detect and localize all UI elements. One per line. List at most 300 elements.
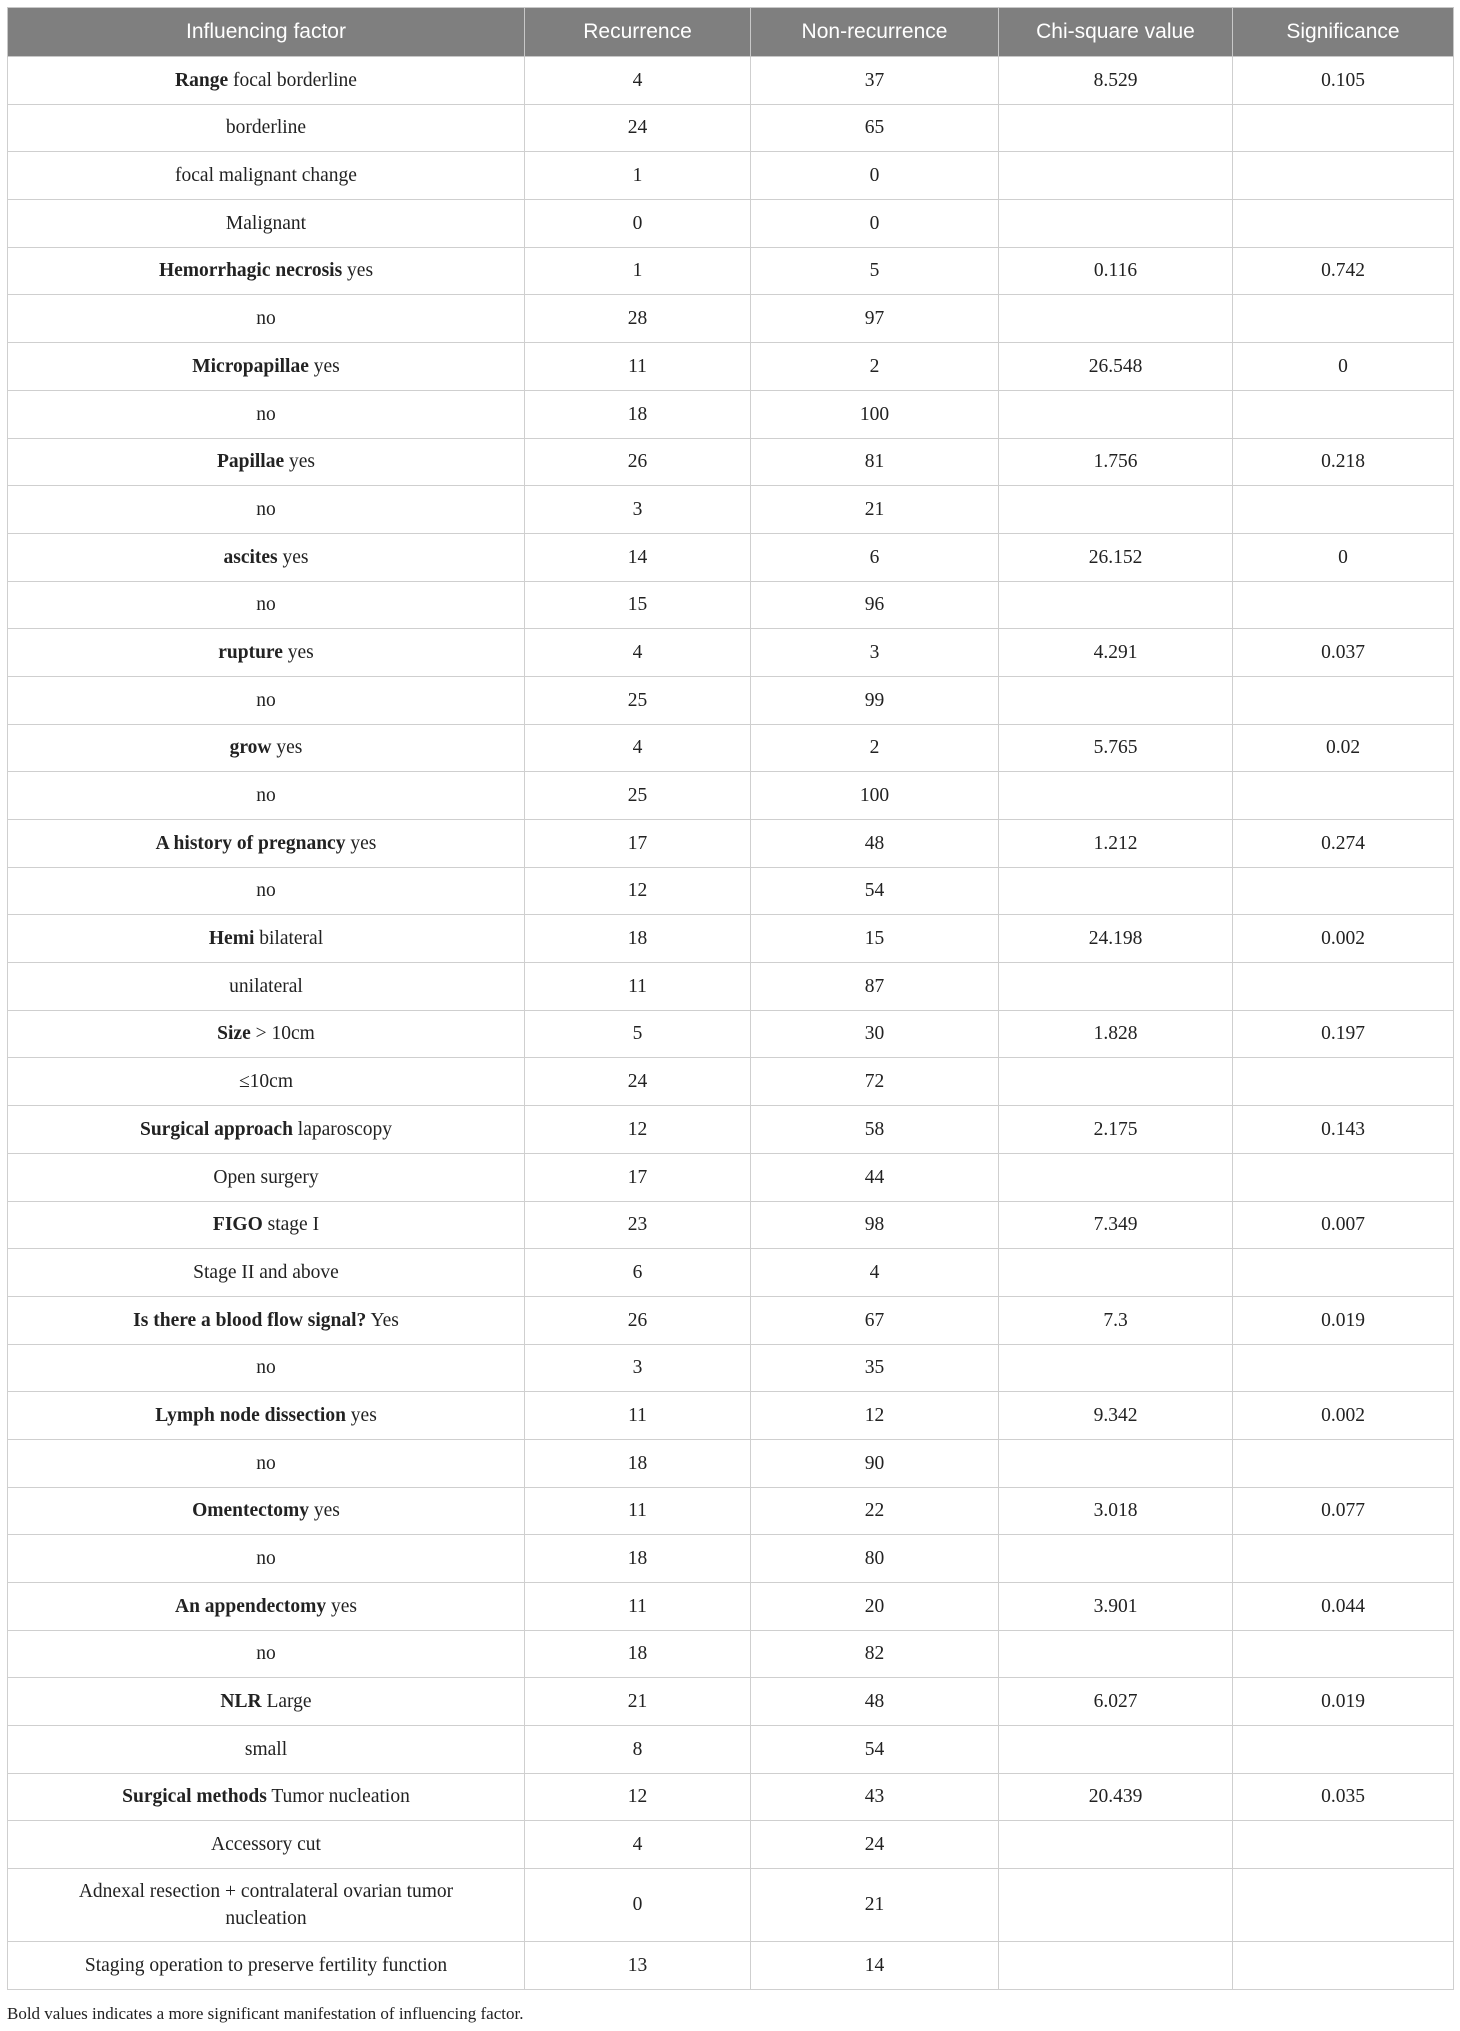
cell-recurrence: 12: [525, 1106, 751, 1154]
cell-significance: [1233, 581, 1454, 629]
cell-non-recurrence: 5: [751, 247, 999, 295]
cell-recurrence: 4: [525, 57, 751, 105]
cell-influencing-factor: [8, 1058, 525, 1106]
cell-non-recurrence: 54: [751, 1726, 999, 1774]
factor-level: small: [244, 1738, 288, 1760]
table-row: [8, 390, 1454, 438]
cell-influencing-factor: [8, 1942, 525, 1990]
table-row: [8, 581, 1454, 629]
header-non-recurrence: Non-recurrence: [751, 8, 999, 57]
cell-non-recurrence: 15: [751, 915, 999, 963]
cell-recurrence: 8: [525, 1726, 751, 1774]
cell-influencing-factor: [8, 1630, 525, 1678]
cell-influencing-factor: [8, 1773, 525, 1821]
cell-influencing-factor: [8, 1201, 525, 1249]
cell-significance: 0.044: [1233, 1583, 1454, 1631]
factor-level: yes: [309, 1500, 340, 1522]
cell-recurrence: 11: [525, 963, 751, 1011]
table-row: [8, 1773, 1454, 1821]
cell-influencing-factor: [8, 581, 525, 629]
factor-name: FIGO: [212, 1214, 263, 1236]
cell-influencing-factor: [8, 1106, 525, 1154]
cell-significance: [1233, 963, 1454, 1011]
cell-chi-square: [999, 1153, 1233, 1201]
cell-chi-square: 3.018: [999, 1487, 1233, 1535]
cell-influencing-factor: [8, 104, 525, 152]
cell-influencing-factor: [8, 1344, 525, 1392]
cell-chi-square: [999, 676, 1233, 724]
cell-recurrence: 4: [525, 629, 751, 677]
factor-level: borderline: [225, 117, 307, 139]
table-row: [8, 772, 1454, 820]
cell-chi-square: 26.152: [999, 533, 1233, 581]
cell-recurrence: 11: [525, 343, 751, 391]
cell-non-recurrence: 98: [751, 1201, 999, 1249]
cell-non-recurrence: 97: [751, 295, 999, 343]
factor-name: An appendectomy: [174, 1595, 327, 1617]
cell-significance: 0.197: [1233, 1010, 1454, 1058]
cell-significance: 0.02: [1233, 724, 1454, 772]
cell-chi-square: [999, 200, 1233, 248]
cell-non-recurrence: 67: [751, 1296, 999, 1344]
cell-chi-square: [999, 1726, 1233, 1774]
cell-recurrence: 0: [525, 200, 751, 248]
cell-influencing-factor: [8, 1392, 525, 1440]
cell-significance: [1233, 200, 1454, 248]
cell-significance: [1233, 676, 1454, 724]
table-row: [8, 1726, 1454, 1774]
table-row: [8, 820, 1454, 868]
factor-level: Tumor nucleation: [266, 1786, 410, 1808]
cell-influencing-factor: [8, 1869, 525, 1942]
cell-recurrence: 24: [525, 1058, 751, 1106]
table-row: [8, 1869, 1454, 1942]
cell-chi-square: 1.756: [999, 438, 1233, 486]
cell-recurrence: 17: [525, 820, 751, 868]
factor-level: no: [256, 594, 276, 616]
cell-significance: [1233, 1535, 1454, 1583]
cell-chi-square: [999, 772, 1233, 820]
cell-significance: [1233, 1249, 1454, 1297]
cell-recurrence: 24: [525, 104, 751, 152]
factor-name: A history of pregnancy: [155, 832, 346, 854]
cell-influencing-factor: [8, 1535, 525, 1583]
cell-recurrence: 18: [525, 915, 751, 963]
cell-chi-square: 3.901: [999, 1583, 1233, 1631]
factor-name: Papillae: [216, 451, 285, 473]
influencing-factor-table: [7, 7, 1454, 1990]
cell-non-recurrence: 43: [751, 1773, 999, 1821]
cell-non-recurrence: 2: [751, 343, 999, 391]
cell-chi-square: [999, 1058, 1233, 1106]
cell-influencing-factor: [8, 295, 525, 343]
cell-significance: 0: [1233, 533, 1454, 581]
cell-influencing-factor: [8, 390, 525, 438]
cell-significance: [1233, 1726, 1454, 1774]
cell-significance: 0.002: [1233, 915, 1454, 963]
cell-significance: [1233, 867, 1454, 915]
header-influencing-factor: Influencing factor: [8, 8, 525, 57]
table-body: [8, 57, 1454, 1990]
table-row: [8, 1821, 1454, 1869]
table-row: [8, 104, 1454, 152]
cell-chi-square: [999, 390, 1233, 438]
cell-influencing-factor: [8, 438, 525, 486]
table-row: [8, 438, 1454, 486]
cell-recurrence: 3: [525, 1344, 751, 1392]
cell-influencing-factor: [8, 629, 525, 677]
factor-level: Adnexal resection + contralateral ovarian tumor nucleation: [78, 1880, 454, 1930]
cell-chi-square: [999, 152, 1233, 200]
cell-significance: [1233, 772, 1454, 820]
factor-name: Range: [175, 69, 229, 91]
cell-recurrence: 25: [525, 772, 751, 820]
cell-non-recurrence: 96: [751, 581, 999, 629]
table-row: [8, 1439, 1454, 1487]
factor-level: Stage II and above: [193, 1261, 339, 1283]
factor-name: Surgical methods: [122, 1786, 267, 1808]
cell-recurrence: 12: [525, 867, 751, 915]
factor-name: grow: [229, 737, 272, 759]
factor-level: unilateral: [229, 975, 303, 997]
cell-influencing-factor: [8, 963, 525, 1011]
factor-name: Omentectomy: [192, 1500, 310, 1522]
cell-influencing-factor: [8, 820, 525, 868]
factor-level: yes: [345, 832, 377, 854]
cell-significance: [1233, 295, 1454, 343]
cell-influencing-factor: [8, 867, 525, 915]
cell-chi-square: 6.027: [999, 1678, 1233, 1726]
cell-chi-square: 0.116: [999, 247, 1233, 295]
factor-level: yes: [308, 355, 340, 377]
header-chi-square: Chi-square value: [999, 8, 1233, 57]
cell-chi-square: [999, 1869, 1233, 1942]
cell-influencing-factor: [8, 486, 525, 534]
table-row: [8, 486, 1454, 534]
factor-level: yes: [271, 737, 303, 759]
factor-level: Large: [261, 1691, 312, 1713]
cell-non-recurrence: 72: [751, 1058, 999, 1106]
cell-significance: 0: [1233, 343, 1454, 391]
cell-influencing-factor: [8, 533, 525, 581]
cell-influencing-factor: [8, 1153, 525, 1201]
cell-non-recurrence: 4: [751, 1249, 999, 1297]
factor-name: Surgical approach: [139, 1118, 293, 1140]
table-row: [8, 867, 1454, 915]
cell-significance: 0.037: [1233, 629, 1454, 677]
cell-non-recurrence: 58: [751, 1106, 999, 1154]
cell-non-recurrence: 20: [751, 1583, 999, 1631]
cell-non-recurrence: 2: [751, 724, 999, 772]
cell-influencing-factor: [8, 200, 525, 248]
factor-name: NLR: [220, 1691, 262, 1713]
factor-level: Malignant: [225, 212, 307, 234]
cell-chi-square: [999, 1535, 1233, 1583]
factor-level: Staging operation to preserve fertility function: [84, 1954, 448, 1976]
cell-recurrence: 4: [525, 1821, 751, 1869]
cell-significance: [1233, 1344, 1454, 1392]
cell-significance: 0.742: [1233, 247, 1454, 295]
cell-chi-square: [999, 1249, 1233, 1297]
factor-level: no: [256, 308, 276, 330]
cell-non-recurrence: 24: [751, 1821, 999, 1869]
table-row: [8, 200, 1454, 248]
table-row: [8, 57, 1454, 105]
table-row: [8, 1344, 1454, 1392]
table-row: [8, 1010, 1454, 1058]
cell-recurrence: 5: [525, 1010, 751, 1058]
cell-significance: [1233, 104, 1454, 152]
cell-influencing-factor: [8, 152, 525, 200]
cell-non-recurrence: 48: [751, 1678, 999, 1726]
cell-influencing-factor: [8, 57, 525, 105]
table-row: [8, 533, 1454, 581]
factor-level: yes: [282, 641, 314, 663]
cell-significance: 0.143: [1233, 1106, 1454, 1154]
cell-recurrence: 6: [525, 1249, 751, 1297]
table-footnote: Bold values indicates a more significant manifestation of influencing factor.: [7, 2004, 524, 2023]
factor-level: no: [256, 1452, 276, 1474]
table-row: [8, 1296, 1454, 1344]
cell-chi-square: 4.291: [999, 629, 1233, 677]
cell-significance: 0.218: [1233, 438, 1454, 486]
table-row: [8, 724, 1454, 772]
cell-influencing-factor: [8, 1439, 525, 1487]
cell-chi-square: 2.175: [999, 1106, 1233, 1154]
factor-level: no: [256, 880, 276, 902]
cell-chi-square: 20.439: [999, 1773, 1233, 1821]
cell-non-recurrence: 22: [751, 1487, 999, 1535]
header-significance: Significance: [1233, 8, 1454, 57]
cell-recurrence: 0: [525, 1869, 751, 1942]
cell-non-recurrence: 87: [751, 963, 999, 1011]
table-row: [8, 1249, 1454, 1297]
cell-non-recurrence: 90: [751, 1439, 999, 1487]
cell-recurrence: 28: [525, 295, 751, 343]
cell-recurrence: 14: [525, 533, 751, 581]
cell-recurrence: 1: [525, 152, 751, 200]
cell-significance: [1233, 1439, 1454, 1487]
table-row: [8, 676, 1454, 724]
cell-influencing-factor: [8, 724, 525, 772]
factor-level: no: [256, 785, 276, 806]
cell-chi-square: 9.342: [999, 1392, 1233, 1440]
cell-influencing-factor: [8, 676, 525, 724]
cell-chi-square: 7.3: [999, 1296, 1233, 1344]
cell-non-recurrence: 14: [751, 1942, 999, 1990]
cell-chi-square: 24.198: [999, 915, 1233, 963]
cell-significance: 0.019: [1233, 1296, 1454, 1344]
cell-non-recurrence: 21: [751, 486, 999, 534]
table-row: [8, 1487, 1454, 1535]
factor-level: yes: [284, 451, 316, 473]
cell-chi-square: [999, 104, 1233, 152]
cell-recurrence: 11: [525, 1487, 751, 1535]
factor-level: no: [256, 1357, 276, 1379]
cell-significance: 0.019: [1233, 1678, 1454, 1726]
table-row: [8, 963, 1454, 1011]
cell-chi-square: [999, 1630, 1233, 1678]
cell-significance: [1233, 152, 1454, 200]
cell-chi-square: 1.828: [999, 1010, 1233, 1058]
cell-non-recurrence: 48: [751, 820, 999, 868]
factor-level: stage I: [262, 1214, 320, 1236]
factor-name: Micropapillae: [192, 355, 309, 377]
factor-level: no: [256, 403, 276, 425]
cell-significance: 0.105: [1233, 57, 1454, 105]
cell-recurrence: 12: [525, 1773, 751, 1821]
factor-level: no: [256, 689, 276, 711]
cell-non-recurrence: 80: [751, 1535, 999, 1583]
table-row: [8, 1630, 1454, 1678]
factor-level: Yes: [366, 1309, 399, 1331]
factor-level: focal malignant change: [175, 165, 357, 187]
cell-recurrence: 25: [525, 676, 751, 724]
factor-level: yes: [326, 1595, 357, 1617]
table-row: [8, 1153, 1454, 1201]
cell-chi-square: 5.765: [999, 724, 1233, 772]
cell-non-recurrence: 81: [751, 438, 999, 486]
cell-non-recurrence: 12: [751, 1392, 999, 1440]
cell-non-recurrence: 100: [751, 772, 999, 820]
cell-non-recurrence: 0: [751, 200, 999, 248]
cell-influencing-factor: [8, 915, 525, 963]
data-table-container: [7, 7, 1453, 1990]
cell-significance: 0.002: [1233, 1392, 1454, 1440]
cell-recurrence: 3: [525, 486, 751, 534]
factor-level: laparoscopy: [292, 1118, 393, 1140]
cell-non-recurrence: 44: [751, 1153, 999, 1201]
cell-significance: 0.274: [1233, 820, 1454, 868]
cell-recurrence: 1: [525, 247, 751, 295]
table-row: [8, 1106, 1454, 1154]
cell-non-recurrence: 100: [751, 390, 999, 438]
table-row: [8, 247, 1454, 295]
cell-influencing-factor: [8, 343, 525, 391]
cell-significance: [1233, 1153, 1454, 1201]
factor-level: Open surgery: [213, 1166, 319, 1188]
cell-non-recurrence: 54: [751, 867, 999, 915]
cell-influencing-factor: [8, 1487, 525, 1535]
table-header-row: [8, 8, 1454, 57]
cell-chi-square: [999, 1821, 1233, 1869]
cell-chi-square: [999, 1344, 1233, 1392]
cell-chi-square: 8.529: [999, 57, 1233, 105]
cell-recurrence: 18: [525, 1439, 751, 1487]
table-row: [8, 1583, 1454, 1631]
cell-recurrence: 11: [525, 1583, 751, 1631]
factor-level: no: [256, 498, 276, 520]
cell-influencing-factor: [8, 1821, 525, 1869]
table-row: [8, 1392, 1454, 1440]
cell-non-recurrence: 6: [751, 533, 999, 581]
cell-significance: [1233, 1058, 1454, 1106]
cell-significance: 0.077: [1233, 1487, 1454, 1535]
cell-non-recurrence: 82: [751, 1630, 999, 1678]
cell-influencing-factor: [8, 1296, 525, 1344]
cell-significance: [1233, 390, 1454, 438]
cell-significance: 0.035: [1233, 1773, 1454, 1821]
table-row: [8, 1058, 1454, 1106]
cell-non-recurrence: 99: [751, 676, 999, 724]
cell-chi-square: [999, 581, 1233, 629]
cell-recurrence: 15: [525, 581, 751, 629]
cell-recurrence: 26: [525, 438, 751, 486]
factor-level: > 10cm: [250, 1023, 315, 1045]
table-row: [8, 152, 1454, 200]
table-row: [8, 343, 1454, 391]
cell-recurrence: 23: [525, 1201, 751, 1249]
cell-significance: [1233, 1942, 1454, 1990]
cell-recurrence: 26: [525, 1296, 751, 1344]
cell-chi-square: [999, 1942, 1233, 1990]
cell-significance: [1233, 486, 1454, 534]
cell-non-recurrence: 3: [751, 629, 999, 677]
factor-level: ≤10cm: [238, 1071, 294, 1093]
cell-recurrence: 11: [525, 1392, 751, 1440]
cell-significance: [1233, 1869, 1454, 1942]
table-row: [8, 1678, 1454, 1726]
factor-name: Hemi: [208, 928, 255, 950]
cell-recurrence: 18: [525, 1535, 751, 1583]
cell-influencing-factor: [8, 772, 525, 820]
factor-level: yes: [345, 1404, 377, 1426]
factor-level: no: [256, 1548, 276, 1569]
cell-recurrence: 21: [525, 1678, 751, 1726]
cell-non-recurrence: 37: [751, 57, 999, 105]
table-row: [8, 629, 1454, 677]
factor-level: focal borderline: [228, 69, 357, 91]
cell-chi-square: [999, 963, 1233, 1011]
cell-chi-square: 7.349: [999, 1201, 1233, 1249]
cell-influencing-factor: [8, 1726, 525, 1774]
table-row: [8, 915, 1454, 963]
table-row: [8, 1942, 1454, 1990]
cell-influencing-factor: [8, 1678, 525, 1726]
cell-significance: [1233, 1630, 1454, 1678]
cell-chi-square: 1.212: [999, 820, 1233, 868]
factor-name: ascites: [223, 546, 278, 568]
factor-level: no: [256, 1643, 276, 1665]
table-row: [8, 295, 1454, 343]
cell-significance: 0.007: [1233, 1201, 1454, 1249]
cell-influencing-factor: [8, 1583, 525, 1631]
factor-level: bilateral: [254, 928, 324, 950]
cell-chi-square: [999, 867, 1233, 915]
cell-chi-square: [999, 1439, 1233, 1487]
table-row: [8, 1201, 1454, 1249]
cell-influencing-factor: [8, 247, 525, 295]
cell-non-recurrence: 35: [751, 1344, 999, 1392]
factor-name: Lymph node dissection: [155, 1404, 346, 1426]
cell-recurrence: 18: [525, 1630, 751, 1678]
header-recurrence: Recurrence: [525, 8, 751, 57]
factor-level: Accessory cut: [211, 1834, 321, 1856]
cell-non-recurrence: 65: [751, 104, 999, 152]
cell-chi-square: [999, 295, 1233, 343]
factor-level: yes: [277, 546, 309, 568]
cell-non-recurrence: 30: [751, 1010, 999, 1058]
cell-non-recurrence: 0: [751, 152, 999, 200]
factor-name: Size: [217, 1023, 251, 1045]
cell-recurrence: 13: [525, 1942, 751, 1990]
table-row: [8, 1535, 1454, 1583]
factor-name: Is there a blood flow signal?: [133, 1309, 367, 1331]
cell-chi-square: [999, 486, 1233, 534]
cell-recurrence: 17: [525, 1153, 751, 1201]
cell-non-recurrence: 21: [751, 1869, 999, 1942]
cell-recurrence: 4: [525, 724, 751, 772]
